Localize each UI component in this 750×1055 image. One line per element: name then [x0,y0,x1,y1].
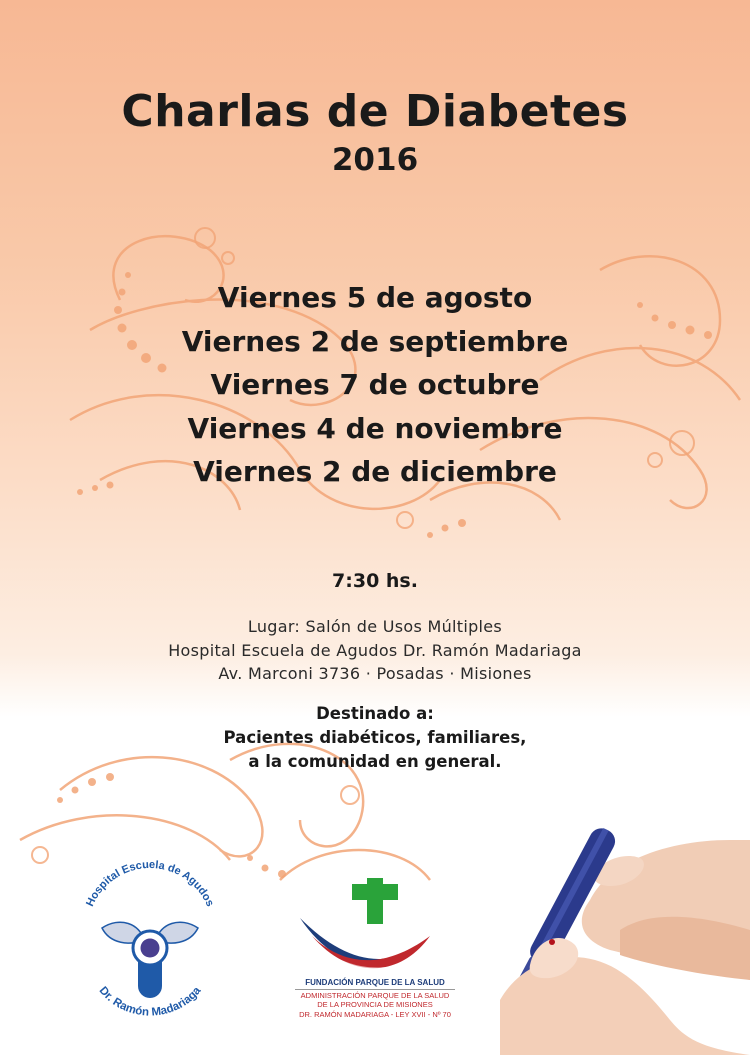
poster-title: Charlas de Diabetes [121,86,629,137]
dates-list [0,276,750,494]
poster-year: 2016 [331,142,419,178]
date-item: Viernes 4 de noviembre [187,411,563,445]
svg-text:Hospital Escuela de Agudos [84,859,216,908]
date-item: Viernes 7 de octubre [210,368,540,401]
location-block [0,615,750,686]
hospital-logo-bottom-text: Dr. Ramón Madariaga [96,984,204,1019]
date-item: Viernes 5 de agosto [217,281,533,314]
hospital-logo-top-text: Hospital Escuela de Agudos [84,858,216,909]
location-hospital: Hospital Escuela de Agudos Dr. Ramón Madariaga [168,640,582,660]
fundacion-line: DR. RAMÓN MADARIAGA - LEY XVII - Nº 70 [299,1009,451,1019]
audience-text [0,726,750,773]
date-item: Viernes 2 de diciembre [193,455,557,488]
audience-label: Destinado a: [316,704,434,723]
date-item: Viernes 2 de septiembre [181,324,569,358]
location-venue: Lugar: Salón de Usos Múltiples [247,617,503,636]
fundacion-line: ADMINISTRACIÓN PARQUE DE LA SALUD [300,990,450,1000]
fundacion-text [295,978,455,1019]
hospital-logo [70,850,230,1035]
fundacion-name: FUNDACIÓN PARQUE DE LA SALUD [295,978,455,990]
audience-line: a la comunidad en general. [248,751,502,771]
event-time: 7:30 hs. [332,570,418,592]
glucose-lancet-hand-icon [500,780,750,1055]
fundacion-line: DE LA PROVINCIA DE MISIONES [317,1000,433,1009]
location-address: Av. Marconi 3736 · Posadas · Misiones [218,664,532,683]
audience-line: Pacientes diabéticos, familiares, [223,728,527,747]
